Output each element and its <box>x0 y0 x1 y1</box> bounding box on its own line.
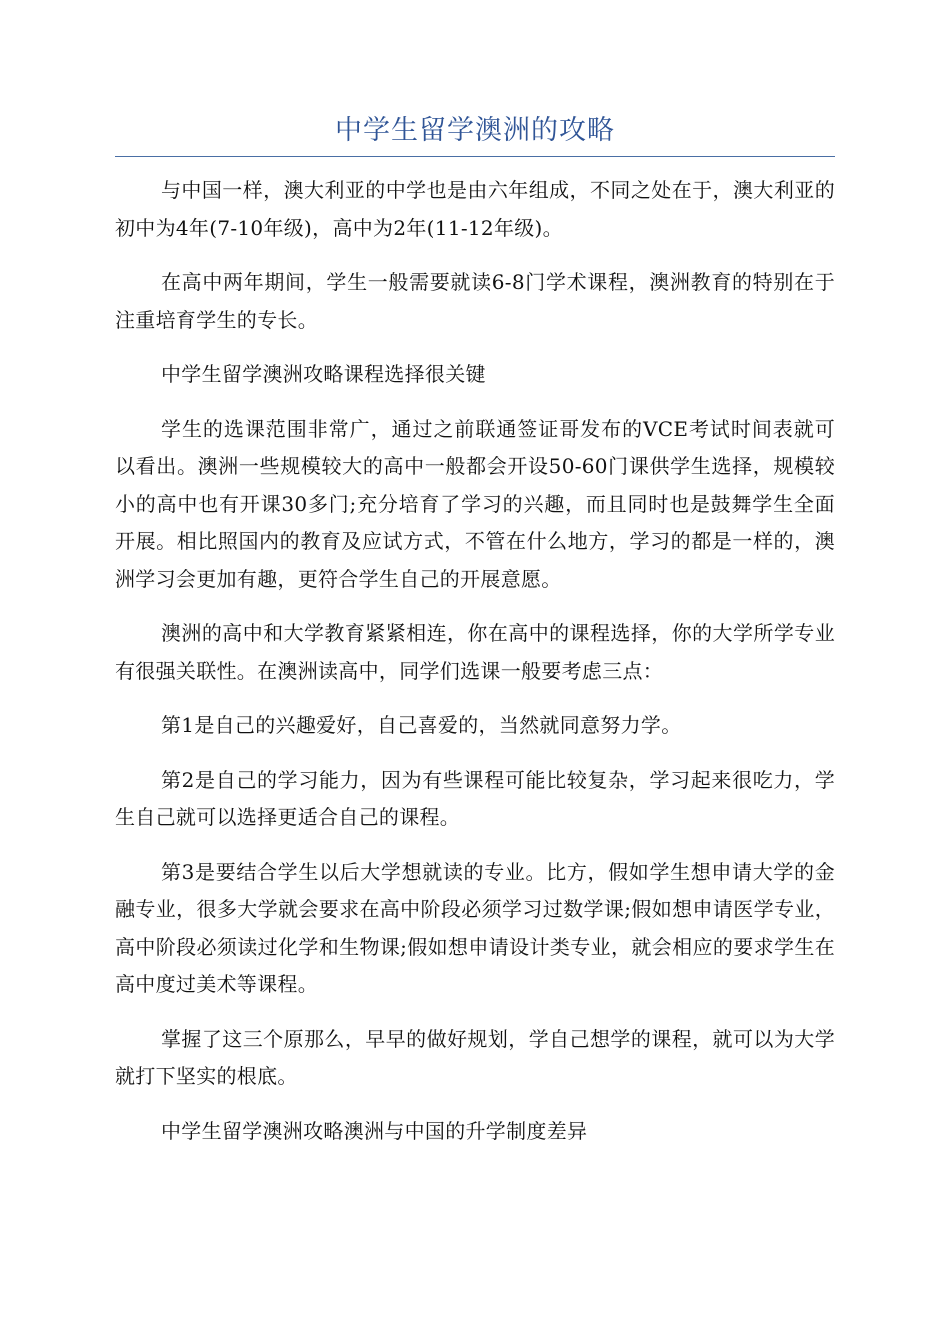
document-body <box>115 172 835 1167</box>
section-heading-system-difference: 中学生留学澳洲攻略澳洲与中国的升学制度差异 <box>161 1118 588 1143</box>
paragraph-summary: 掌握了这三个原那么，早早的做好规划，学自己想学的课程，就可以为大学就打下坚实的根底。 <box>115 1026 835 1088</box>
title-block <box>115 110 835 157</box>
paragraph-course-range: 学生的选课范围非常广，通过之前联通签证哥发布的VCE考试时间表就可以看出。澳洲一些规模较大的高中一般都会开设50-60门课供学生选择，规模较小的高中也有开课30多门;充分培育了学习的兴趣，而且同时也是鼓舞学生全面开展。相比照国内的教育及应试方式，不管在什么地方，学习的都是一样的，澳洲学习会更加有趣，更符合学生自己的开展意愿。 <box>115 416 835 591</box>
paragraph-point-1: 第1是自己的兴趣爱好，自己喜爱的，当然就同意努力学。 <box>161 713 682 737</box>
paragraph-point-2: 第2是自己的学习能力，因为有些课程可能比较复杂，学习起来很吃力，学生自己就可以选择更适合自己的课程。 <box>115 767 835 829</box>
page-title: 中学生留学澳洲的攻略 <box>335 115 615 146</box>
paragraph-point-3: 第3是要结合学生以后大学想就读的专业。比方，假如学生想申请大学的金融专业，很多大学就会要求在高中阶段必须学习过数学课;假如想申请医学专业，高中阶段必须读过化学和生物课;假如想申请设计类专业，就会相应的要求学生在高中度过美术等课程。 <box>115 859 835 996</box>
section-heading-course-selection: 中学生留学澳洲攻略课程选择很关键 <box>161 362 486 386</box>
paragraph-university-link: 澳洲的高中和大学教育紧紧相连，你在高中的课程选择，你的大学所学专业有很强关联性。在澳洲读高中，同学们选课一般要考虑三点： <box>115 621 835 683</box>
paragraph-high-school-courses: 在高中两年期间，学生一般需要就读6-8门学术课程，澳洲教育的特别在于注重培育学生的专长。 <box>115 270 835 332</box>
paragraph-intro: 与中国一样，澳大利亚的中学也是由六年组成，不同之处在于，澳大利亚的初中为4年(7-10年级)，高中为2年(11-12年级)。 <box>115 178 835 240</box>
